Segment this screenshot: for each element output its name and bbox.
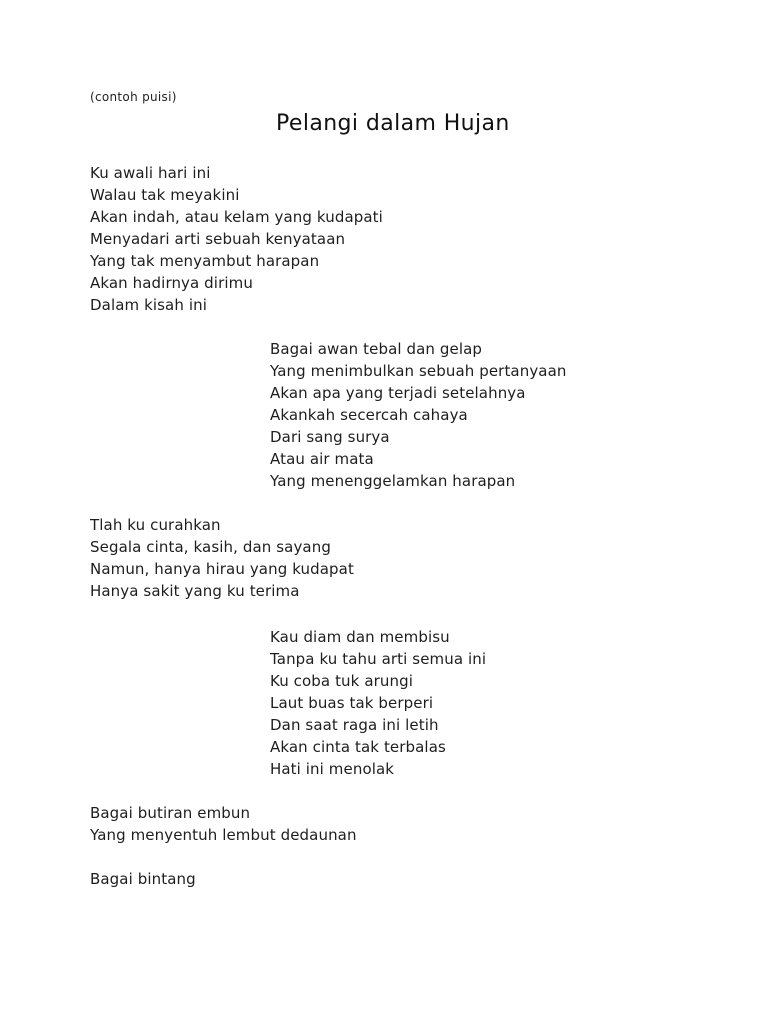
poem-line: Yang menimbulkan sebuah pertanyaan — [270, 362, 567, 380]
poem-line: Akan indah, atau kelam yang kudapati — [90, 208, 383, 226]
poem-line: Menyadari arti sebuah kenyataan — [90, 230, 346, 248]
stanza-6 — [90, 868, 196, 890]
poem-line: Dan saat raga ini letih — [270, 716, 439, 734]
stanza-5 — [90, 802, 357, 846]
poem-line: Dalam kisah ini — [90, 296, 207, 314]
stanza-4 — [270, 626, 486, 780]
poem-line: Akan cinta tak terbalas — [270, 738, 446, 756]
poem-line: Yang tak menyambut harapan — [90, 252, 320, 270]
poem-line: Segala cinta, kasih, dan sayang — [90, 538, 331, 556]
poem-line: Ku coba tuk arungi — [270, 672, 413, 690]
stanza-2 — [270, 338, 567, 492]
poem-line: Kau diam dan membisu — [270, 628, 450, 646]
poem-line: Bagai bintang — [90, 870, 196, 888]
stanza-3 — [90, 514, 354, 602]
poem-line: Laut buas tak berperi — [270, 694, 434, 712]
poem-line: Ku awali hari ini — [90, 164, 211, 182]
stanza-1 — [90, 162, 383, 316]
poem-line: Dari sang surya — [270, 428, 390, 446]
poem-line: Yang menyentuh lembut dedaunan — [90, 826, 357, 844]
poem-line: Yang menenggelamkan harapan — [270, 472, 516, 490]
poem-line: Bagai butiran embun — [90, 804, 251, 822]
poem-line: Tlah ku curahkan — [90, 516, 221, 534]
poem-line: Tanpa ku tahu arti semua ini — [270, 650, 487, 668]
poem-line: Walau tak meyakini — [90, 186, 240, 204]
poem-line: Akan apa yang terjadi setelahnya — [270, 384, 526, 402]
poem-label: (contoh puisi) — [90, 90, 177, 104]
poem-line: Akankah secercah cahaya — [270, 406, 468, 424]
poem-line: Namun, hanya hirau yang kudapat — [90, 560, 354, 578]
poem-line: Atau air mata — [270, 450, 374, 468]
poem-line: Bagai awan tebal dan gelap — [270, 340, 483, 358]
poem-line: Akan hadirnya dirimu — [90, 274, 253, 292]
poem-line: Hati ini menolak — [270, 760, 395, 778]
poem-title: Pelangi dalam Hujan — [276, 111, 510, 136]
poem-line: Hanya sakit yang ku terima — [90, 582, 300, 600]
